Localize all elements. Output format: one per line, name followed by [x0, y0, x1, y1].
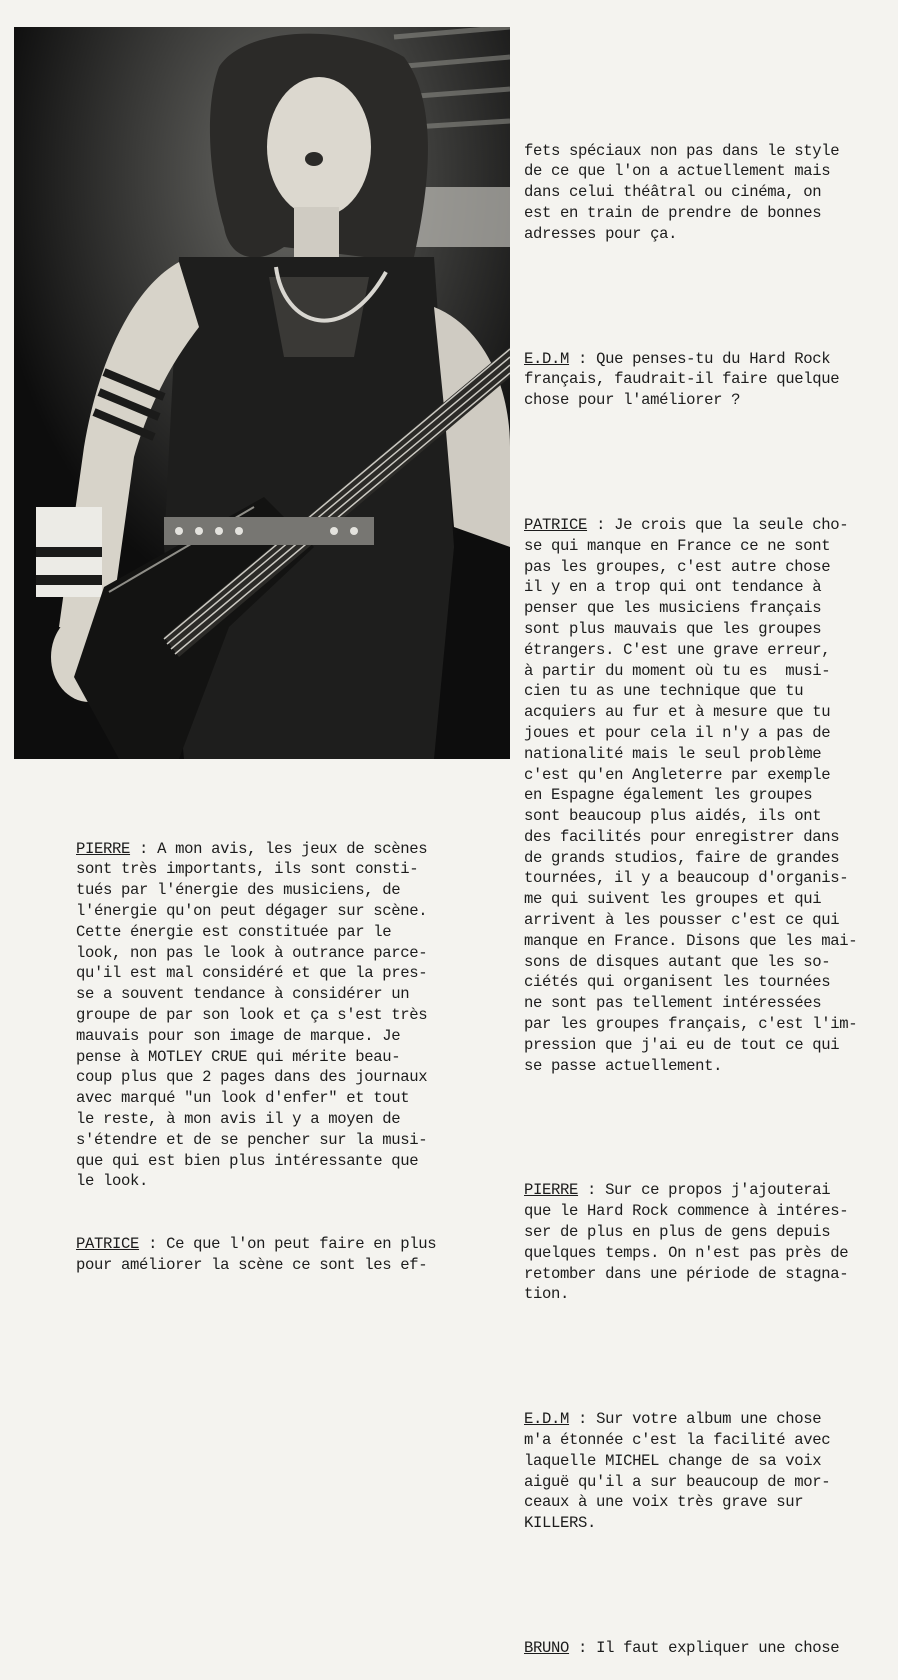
paragraph-patrice-scene: PATRICE : Ce que l'on peut faire en plus pour améliorer la scène ce sont les ef-	[76, 1234, 437, 1274]
paragraph-continuation: fets spéciaux non pas dans le style de ce que l'on a actuellement mais dans celui théâtral ou cinéma, on est en train de prendre de bonnes adresses pour ça.	[524, 141, 840, 243]
paragraph-pierre-remark: PIERRE : Sur ce propos j'ajouterai que le Hard Rock commence à intéres- ser de plus en plus de gens depuis quelques temps. On n'est pas près de retomber dans une période de stagna- tion.	[524, 1181, 849, 1304]
speaker-label: PATRICE	[524, 515, 588, 534]
speaker-label: PIERRE	[524, 1181, 579, 1200]
speaker-label: PATRICE	[76, 1234, 140, 1253]
guitarist-photo-icon	[14, 27, 510, 759]
paragraph-bruno-answer: BRUNO : Il faut expliquer une chose	[524, 1638, 840, 1657]
speaker-label: PIERRE	[76, 839, 131, 858]
paragraph-edm-album-question: E.D.M : Sur votre album une chose m'a étonnée c'est la facilité avec laquelle MICHEL change de sa voix aiguë qu'il a sur beaucoup de mor- ceaux à une voix très grave sur KILLERS.	[524, 1410, 831, 1533]
guitarist-photo	[14, 27, 510, 759]
left-column-text	[76, 797, 436, 1296]
paragraph-edm-question: E.D.M : Que penses-tu du Hard Rock français, faudrait-il faire quelque chose pour l'améliorer ?	[524, 349, 840, 410]
paragraph-patrice-answer: PATRICE : Je crois que la seule cho- se qui manque en France ce ne sont pas les groupes, c'est autre chose il y en a trop qui ont tendance à penser que les musiciens français sont plus mauvais que les groupes étrangers. C'est une grave erreur, à partir du moment où tu es musi- cien tu as une technique que tu acquiers au fur et à mesure que tu joues et pour cela il n'y a pas de nationalité mais le seul problème c'est qu'en Angleterre par exemple en Espagne également les groupes sont beaucoup plus aidés, ils ont des facilités pour enregistrer dans de grands studios, faire de grandes tournées, il y a beaucoup d'organis- me qui suivent les groupes et qui arrivent à les pousser c'est ce qui manque en France. Disons que les mai- sons de disques autant que les so- ciétés qui organisent les tournées ne sont pas tellement intéressées par les groupes français, c'est l'im- pression que j'ai eu de tout ce qui se passe actuellement.	[524, 515, 858, 1075]
right-column-text	[524, 99, 857, 1680]
speaker-label: BRUNO	[524, 1638, 570, 1657]
speaker-label: E.D.M	[524, 1410, 570, 1429]
paragraph-pierre-scene: PIERRE : A mon avis, les jeux de scènes sont très importants, ils sont consti- tués par l'énergie des musiciens, de l'énergie qu'on peut dégager sur scène. Cette énergie est constituée par le look, non pas le look à outrance parce- qu'il est mal considéré et que la pres- se a souvent tendance à considérer un groupe de par son look et ça s'est très mauvais pour son image de marque. Je pense à MOTLEY CRUE qui mérite beau- coup plus que 2 pages dans des journaux avec marqué "un look d'enfer" et tout le reste, à mon avis il y a moyen de s'étendre et de se pencher sur la musi- que qui est bien plus intéressante que le look.	[76, 839, 428, 1191]
speaker-label: E.D.M	[524, 349, 570, 368]
